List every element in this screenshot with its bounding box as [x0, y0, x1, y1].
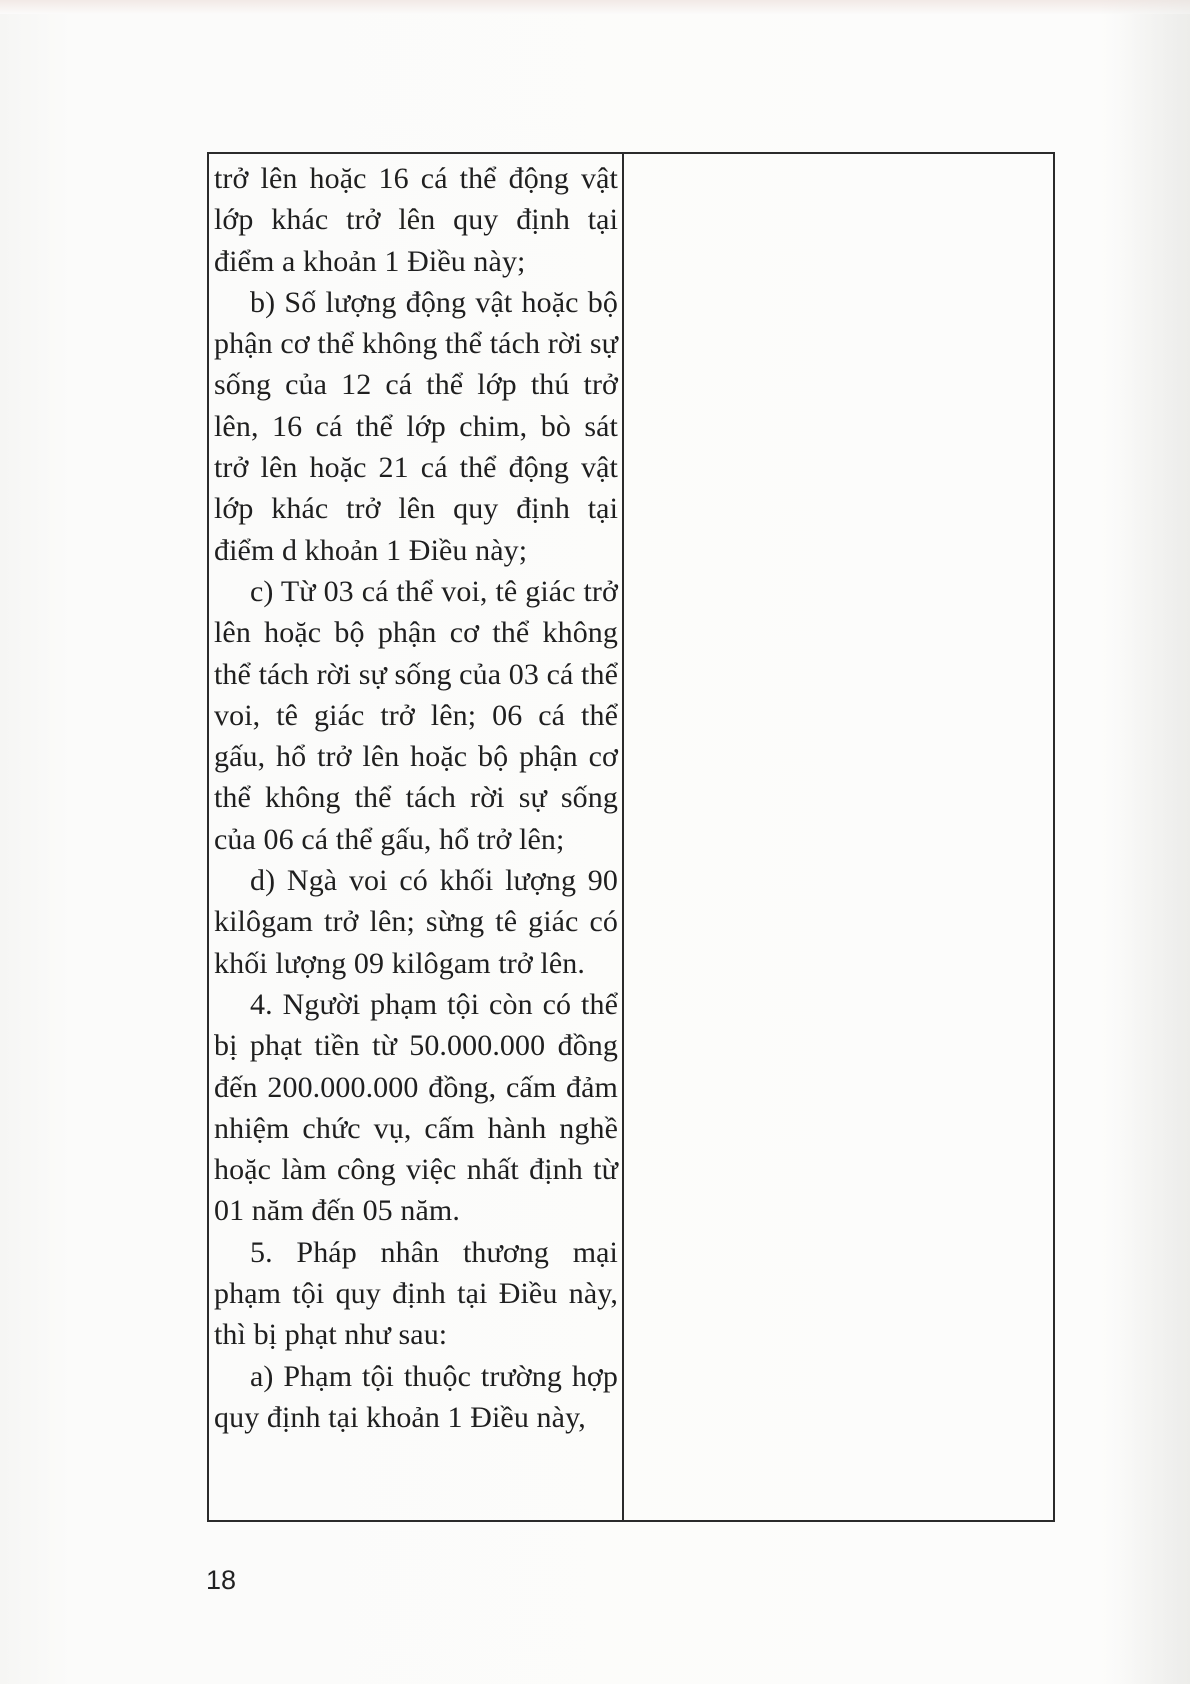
page-number: 18	[206, 1565, 237, 1595]
paragraph-point-a: a) Phạm tội thuộc trường hợp quy định tại khoản 1 Điều này,	[214, 1359, 618, 1434]
paragraph-point-b: b) Số lượng động vật hoặc bộ phận cơ thể không thể tách rời sự sống của 12 cá thể lớp thú trở lên, 16 cá thể lớp chim, bò sát trở lên hoặc 21 cá thể động vật lớp khác trở lên quy định tại điểm d khoản 1 Điều này;	[214, 285, 618, 567]
paragraph-clause-5: 5. Pháp nhân thương mại phạm tội quy định tại Điều này, thì bị phạt như sau:	[214, 1235, 618, 1352]
law-comparison-table	[207, 152, 1055, 1522]
paragraph-clause-4: 4. Người phạm tội còn có thể bị phạt tiền từ 50.000.000 đồng đến 200.000.000 đồng, cấm đảm nhiệm chức vụ, cấm hành nghề hoặc làm công việc nhất định từ 01 năm đến 05 năm.	[214, 987, 618, 1228]
page-top-edge	[0, 0, 1190, 14]
paragraph-point-d: d) Ngà voi có khối lượng 90 kilôgam trở lên; sừng tê giác có khối lượng 09 kilôgam trở lên.	[214, 864, 618, 980]
paragraph-point-c: c) Từ 03 cá thể voi, tê giác trở lên hoặc bộ phận cơ thể không thể tách rời sự sống của 03 cá thể voi, tê giác trở lên; 06 cá thể gấu, hổ trở lên hoặc bộ phận cơ thể không thể tách rời sự sống của 06 cá thể gấu, hổ trở lên;	[214, 574, 618, 856]
table-right-column	[624, 154, 1053, 1520]
table-left-column	[209, 154, 624, 1520]
page-binding-shadow	[1100, 0, 1190, 1684]
paragraph-continuation: trở lên hoặc 16 cá thể động vật lớp khác trở lên quy định tại điểm a khoản 1 Điều này;	[214, 162, 618, 278]
